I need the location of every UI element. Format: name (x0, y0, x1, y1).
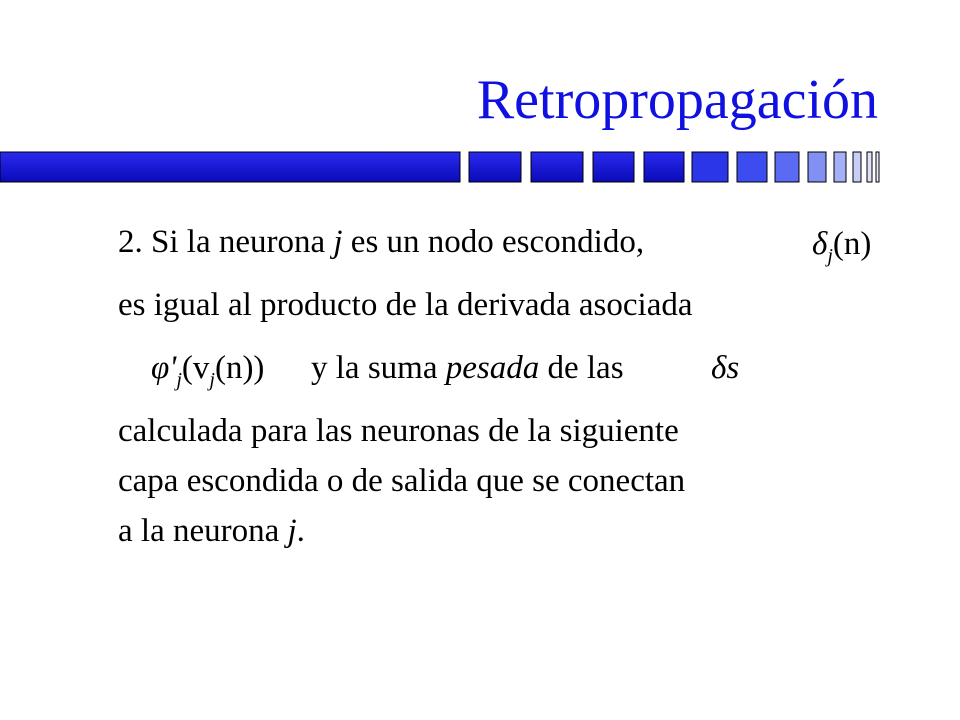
phi-prime-symbol: φ' (151, 350, 177, 386)
bar-segment (593, 152, 634, 182)
bar-segment (853, 152, 861, 182)
bar-segment (834, 152, 846, 182)
subscript-j: j (176, 369, 182, 391)
deltas-symbol: δs (711, 350, 740, 386)
bar-segment (808, 152, 826, 182)
body-line-5: capa escondida o de salida que se conectan (118, 463, 686, 499)
decorative-bar (0, 150, 960, 184)
formula-deltas (711, 352, 739, 385)
text: y la suma (311, 350, 446, 386)
argument-close: (n)) (214, 350, 265, 386)
text: a la neurona (118, 513, 288, 549)
body-line-4: calculada para las neuronas de la siguiente (118, 413, 679, 449)
slide-title: Retropropagación (476, 69, 878, 131)
bar-segment (867, 152, 872, 182)
bar-segment (737, 152, 767, 182)
body-line-3 (311, 352, 624, 385)
variable-j: j (333, 224, 343, 260)
formula-delta-j-n (812, 228, 871, 266)
text: de las (539, 350, 624, 386)
bar-segment (775, 152, 799, 182)
body-line-1 (118, 226, 644, 259)
text: 2. Si la neurona (118, 224, 334, 260)
body-line-2: es igual al producto de la derivada asociada (118, 287, 693, 323)
text: es un nodo escondido, (342, 224, 645, 260)
bar-segment (876, 152, 879, 182)
text: . (296, 513, 305, 549)
bar-segment (531, 152, 583, 182)
argument: (n) (832, 226, 872, 262)
subscript-j: j (827, 245, 833, 267)
italic-word: pesada (445, 350, 540, 386)
bar-segment (692, 152, 728, 182)
bar-segment (644, 152, 684, 182)
bar-segment (469, 152, 521, 182)
formula-phi-prime (151, 352, 264, 390)
argument-open: (v (181, 350, 210, 386)
subscript-j: j (209, 369, 215, 391)
delta-symbol: δ (812, 226, 828, 262)
variable-j: j (287, 513, 297, 549)
body-line-6 (118, 515, 305, 548)
bar-segment-long (0, 152, 460, 182)
